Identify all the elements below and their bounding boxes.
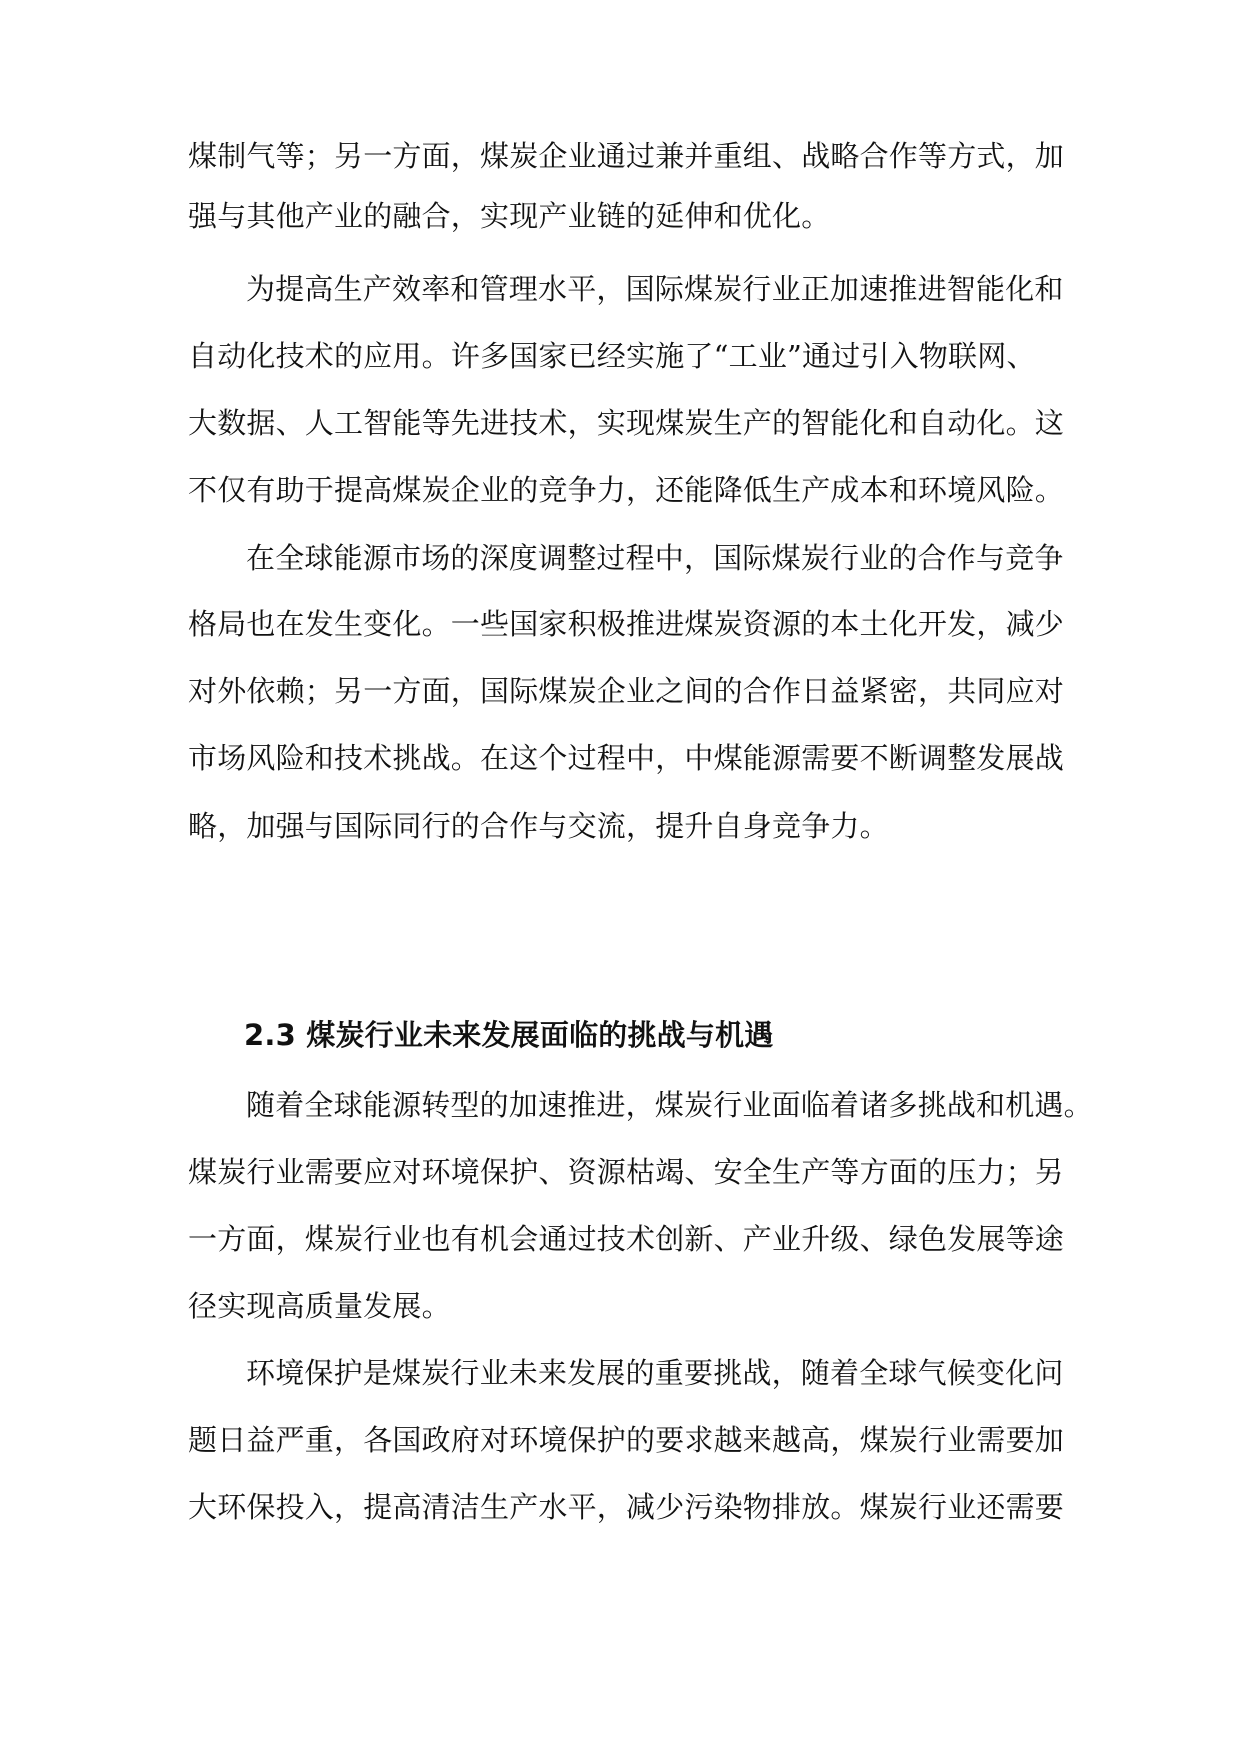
paragraph-line: 大环保投入，提高清洁生产水平，减少污染物排放。煤炭行业还需要 [188, 1490, 1065, 1524]
paragraph-line: 随着全球能源转型的加速推进，煤炭行业面临着诸多挑战和机遇。 [246, 1088, 1093, 1122]
paragraph-line: 格局也在发生变化。一些国家积极推进煤炭资源的本土化开发，减少 [188, 607, 1065, 641]
paragraph-line: 略，加强与国际同行的合作与交流，提升自身竞争力。 [188, 809, 889, 843]
paragraph-line: 对外依赖；另一方面，国际煤炭企业之间的合作日益紧密，共同应对 [188, 674, 1065, 708]
paragraph-line: 题日益严重，各国政府对环境保护的要求越来越高，煤炭行业需要加 [188, 1423, 1065, 1457]
section-heading: 2.3 煤炭行业未来发展面临的挑战与机遇 [244, 1018, 774, 1052]
paragraph-line: 强与其他产业的融合，实现产业链的延伸和优化。 [188, 199, 831, 233]
paragraph-line: 为提高生产效率和管理水平，国际煤炭行业正加速推进智能化和 [246, 272, 1064, 306]
paragraph-line: 煤炭行业需要应对环境保护、资源枯竭、安全生产等方面的压力；另 [188, 1155, 1065, 1189]
paragraph-line: 大数据、人工智能等先进技术，实现煤炭生产的智能化和自动化。这 [188, 406, 1065, 440]
paragraph-line: 市场风险和技术挑战。在这个过程中，中煤能源需要不断调整发展战 [188, 741, 1065, 775]
paragraph-line: 煤制气等；另一方面，煤炭企业通过兼并重组、战略合作等方式，加 [188, 139, 1065, 173]
paragraph-line: 自动化技术的应用。许多国家已经实施了“工业”通过引入物联网、 [188, 339, 1036, 373]
paragraph-line: 一方面，煤炭行业也有机会通过技术创新、产业升级、绿色发展等途 [188, 1222, 1065, 1256]
paragraph-line: 环境保护是煤炭行业未来发展的重要挑战，随着全球气候变化问 [246, 1356, 1064, 1390]
paragraph-line: 不仅有助于提高煤炭企业的竞争力，还能降低生产成本和环境风险。 [188, 473, 1065, 507]
paragraph-line: 在全球能源市场的深度调整过程中，国际煤炭行业的合作与竞争 [246, 541, 1064, 575]
paragraph-line: 径实现高质量发展。 [188, 1289, 451, 1323]
